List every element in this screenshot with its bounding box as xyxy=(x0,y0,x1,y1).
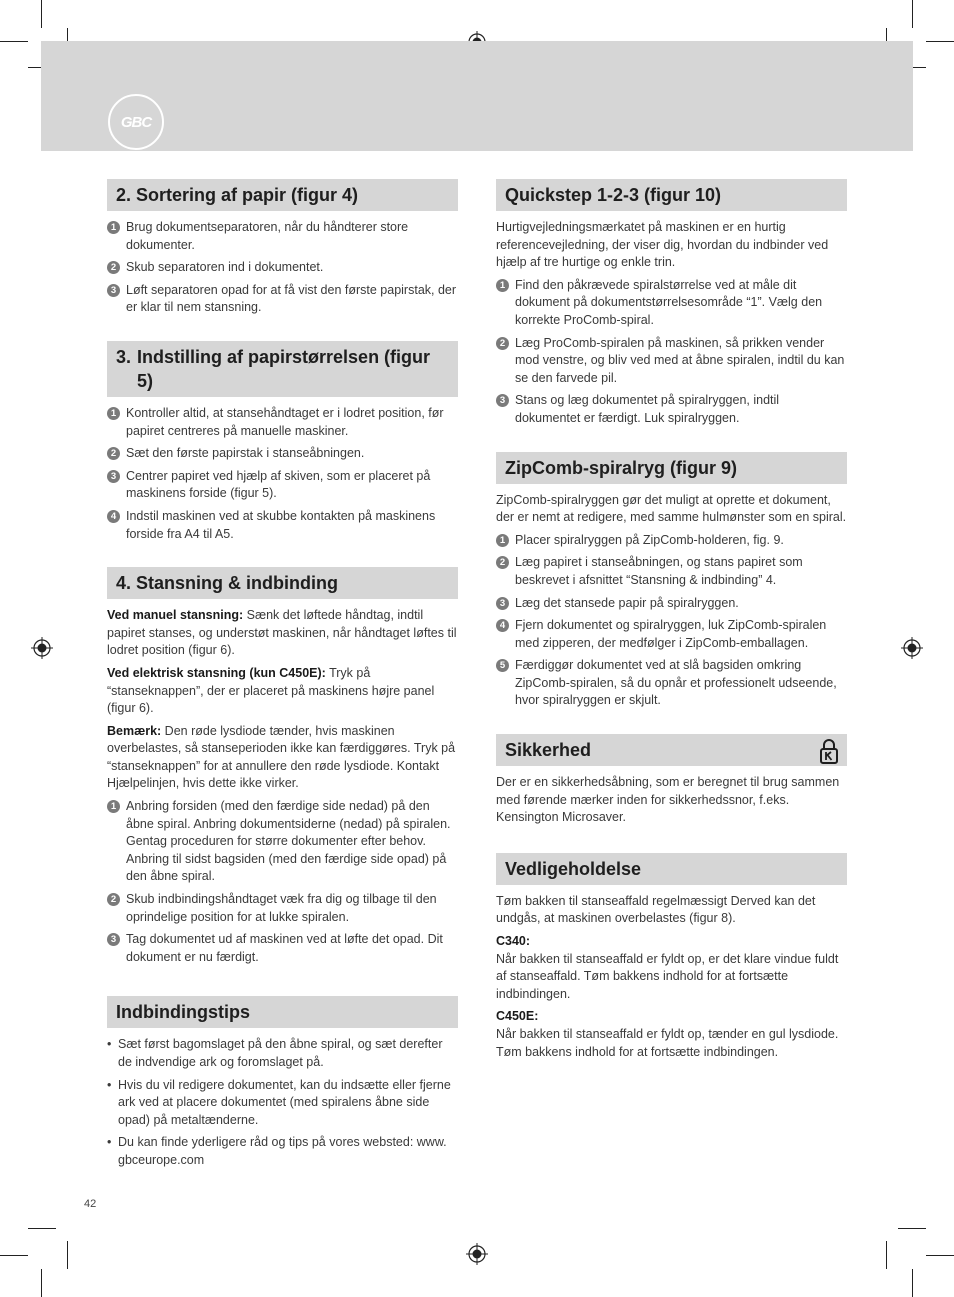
crop-mark xyxy=(28,1228,56,1229)
list-item: 3 Stans og læg dokumentet på spiralryggen, indtil dokumentet er færdigt. Luk spiralryggen. xyxy=(496,392,847,427)
step-number-icon: 3 xyxy=(107,933,120,946)
step-list xyxy=(496,532,847,710)
intro-text: ZipComb-spiralryggen gør det muligt at oprette et dokument, der er nemt at redigere, med samme hulmønster som en spiral. xyxy=(496,492,847,525)
step-number-icon: 4 xyxy=(107,510,120,523)
crop-mark xyxy=(41,0,42,28)
section-heading: 3. Indstilling af papirstørrelsen (figur 5) xyxy=(107,341,458,397)
section-heading: 2. Sortering af papir (figur 4) xyxy=(107,179,458,211)
section-heading: Indbindingstips xyxy=(107,996,458,1028)
step-list xyxy=(107,405,458,543)
crop-mark xyxy=(926,41,954,42)
list-item: 3 Tag dokumentet ud af maskinen ved at løfte det opad. Dit dokument er nu færdigt. xyxy=(107,931,458,966)
step-number-icon: 1 xyxy=(107,407,120,420)
step-number-icon: 1 xyxy=(496,279,509,292)
list-item: 1 Brug dokumentseparatoren, når du håndterer store dokumenter. xyxy=(107,219,458,254)
note-text: Bemærk: Den røde lysdiode tænder, hvis maskinen overbelastes, så stanseperioden ikke kan færdiggøres. Tryk på “stanseknappen” for at annullere den røde lysdiode. Kontakt Hjælpelinjen, hvis dette ikke virker. xyxy=(107,723,456,791)
step-number-icon: 3 xyxy=(107,470,120,483)
manual-punching-text: Ved manuel stansning: Sænk det løftede håndtag, indtil papiret stanses, og understøt maskinen, når håndtaget løftes til lodret position (figur 6). xyxy=(107,608,457,658)
list-item: • Hvis du vil redigere dokumentet, kan du indsætte eller fjerne ark ved at placere dokumentet (med spiralens åbne side opad) på metaltænderne. xyxy=(107,1077,451,1127)
registration-mark-icon xyxy=(901,637,923,659)
list-item: 2 Sæt den første papirstak i stanseåbningen. xyxy=(107,445,458,463)
step-list xyxy=(107,798,458,966)
section-heading: Vedligeholdelse xyxy=(496,853,847,885)
intro-text: Hurtigvejledningsmærkatet på maskinen er en hurtig referencevejledning, der viser dig, hvordan du indbinder ved hjælp af tre hurtige og enkle trin. xyxy=(496,220,829,270)
list-item: 1 Placer spiralryggen på ZipComb-holderen, fig. 9. xyxy=(496,532,847,550)
gbc-logo: GBC xyxy=(108,94,164,150)
c450e-text: C450E: Når bakken til stanseaffald er fyldt op, tænder en gul lysdiode. Tøm bakkens indhold for at fortsætte indbindingen. xyxy=(496,1009,839,1059)
step-number-icon: 2 xyxy=(496,337,509,350)
bullet-icon: • xyxy=(107,1037,112,1052)
registration-mark-icon xyxy=(31,637,53,659)
intro-text: Tøm bakken til stanseaffald regelmæssigt Derved kan det undgås, at maskinen overbelastes (figur 8). xyxy=(496,893,816,926)
step-number-icon: 2 xyxy=(496,556,509,569)
step-number-icon: 3 xyxy=(496,394,509,407)
right-column xyxy=(496,179,847,1085)
registration-mark-icon xyxy=(466,1243,488,1265)
section-binding-tips xyxy=(107,996,458,1169)
list-item: 4 Fjern dokumentet og spiralryggen, luk ZipComb-spiralen med zipperen, der medfølger i ZipComb-emballagen. xyxy=(496,617,847,652)
list-item: 2 Læg ProComb-spiralen på maskinen, så prikken vender mod venstre, og bliv ved med at åbne spiralen, indtil du kan se den farvede pil. xyxy=(496,335,847,388)
step-number-icon: 1 xyxy=(107,221,120,234)
crop-mark xyxy=(0,41,28,42)
list-item: 2 Læg papiret i stanseåbningen, og stans papiret som beskrevet i afsnittet “Stansning & indbinding” 4. xyxy=(496,554,847,589)
security-text: Der er en sikkerhedsåbning, som er beregnet til brug sammen med førende mærker inden for sikkerhedssnor, f.eks. Kensington Microsaver. xyxy=(496,775,840,825)
bullet-icon: • xyxy=(107,1135,112,1150)
page-number: 42 xyxy=(84,1198,97,1210)
step-number-icon: 2 xyxy=(107,447,120,460)
list-item: 2 Skub indbindingshåndtaget væk fra dig og tilbage til den oprindelige position for at lukke spiralen. xyxy=(107,891,458,926)
step-number-icon: 4 xyxy=(496,619,509,632)
list-item: 3 Centrer papiret ved hjælp af skiven, som er placeret på maskinens forside (figur 5). xyxy=(107,468,458,503)
section-punching-binding xyxy=(107,567,458,966)
step-number-icon: 3 xyxy=(107,284,120,297)
kensington-lock-icon xyxy=(819,738,839,764)
section-maintenance xyxy=(496,853,847,1061)
list-item: 1 Anbring forsiden (med den færdige side nedad) på den åbne spiral. Anbring dokumentsiderne (nedad) på spiralen. Gentag proceduren for større dokumenter efter behov. Anbring til sidst bagsiden (med den færdige side opad) på den åbne spiral. xyxy=(107,798,458,886)
list-item: 3 Løft separatoren opad for at få vist den første papirstak, der er klar til nem stansning. xyxy=(107,282,458,317)
list-item: 4 Indstil maskinen ved at skubbe kontakten på maskinens forside fra A4 til A5. xyxy=(107,508,458,543)
list-item: • Du kan finde yderligere råd og tips på vores websted: www. gbceurope.com xyxy=(107,1135,447,1167)
left-column xyxy=(107,179,458,1194)
list-item: 3 Læg det stansede papir på spiralryggen. xyxy=(496,595,847,613)
step-list xyxy=(496,277,847,428)
section-zipcomb xyxy=(496,452,847,711)
section-heading: 4. Stansning & indbinding xyxy=(107,567,458,599)
crop-mark xyxy=(67,1241,68,1269)
tips-list xyxy=(107,1036,458,1169)
section-heading: ZipComb-spiralryg (figur 9) xyxy=(496,452,847,484)
bullet-icon: • xyxy=(107,1077,112,1092)
list-item: 1 Kontroller altid, at stansehåndtaget er i lodret position, før papiret centreres på manuelle maskiner. xyxy=(107,405,458,440)
step-number-icon: 3 xyxy=(496,597,509,610)
list-item: 1 Find den påkrævede spiralstørrelse ved at måle dit dokument på dokumentstørrelsesområde “1”. Vælg den korrekte ProComb-spiral. xyxy=(496,277,847,330)
section-security xyxy=(496,734,847,827)
section-heading: Sikkerhed xyxy=(496,734,847,766)
step-number-icon: 5 xyxy=(496,659,509,672)
step-number-icon: 2 xyxy=(107,261,120,274)
crop-mark xyxy=(41,1269,42,1297)
list-item: 5 Færdiggør dokumentet ved at slå bagsiden omkring ZipComb-spiralen, så du opnår et professionelt udseende, hvor spiralryggen er skjult. xyxy=(496,657,847,710)
step-list xyxy=(107,219,458,317)
section-sorting xyxy=(107,179,458,317)
crop-mark xyxy=(912,0,913,28)
step-number-icon: 1 xyxy=(107,800,120,813)
header-band xyxy=(41,41,913,151)
crop-mark xyxy=(926,1255,954,1256)
crop-mark xyxy=(898,1228,926,1229)
crop-mark xyxy=(912,1269,913,1297)
crop-mark xyxy=(886,1241,887,1269)
step-number-icon: 1 xyxy=(496,534,509,547)
section-quickstep xyxy=(496,179,847,428)
step-number-icon: 2 xyxy=(107,893,120,906)
list-item: 2 Skub separatoren ind i dokumentet. xyxy=(107,259,458,277)
section-heading: Quickstep 1-2-3 (figur 10) xyxy=(496,179,847,211)
electric-punching-text: Ved elektrisk stansning (kun C450E): Tryk på “stanseknappen”, der er placeret på maskinens højre panel (figur 6). xyxy=(107,665,435,716)
c340-text: C340: Når bakken til stanseaffald er fyldt op, er det klare vindue fuldt af stanseaffald. Tøm bakkens indhold for at fortsætte indbindingen. xyxy=(496,934,839,1001)
list-item: • Sæt først bagomslaget på den åbne spiral, og sæt derefter de indvendige ark og foromslaget på. xyxy=(107,1037,443,1069)
crop-mark xyxy=(0,1255,28,1256)
section-paper-size xyxy=(107,341,458,543)
